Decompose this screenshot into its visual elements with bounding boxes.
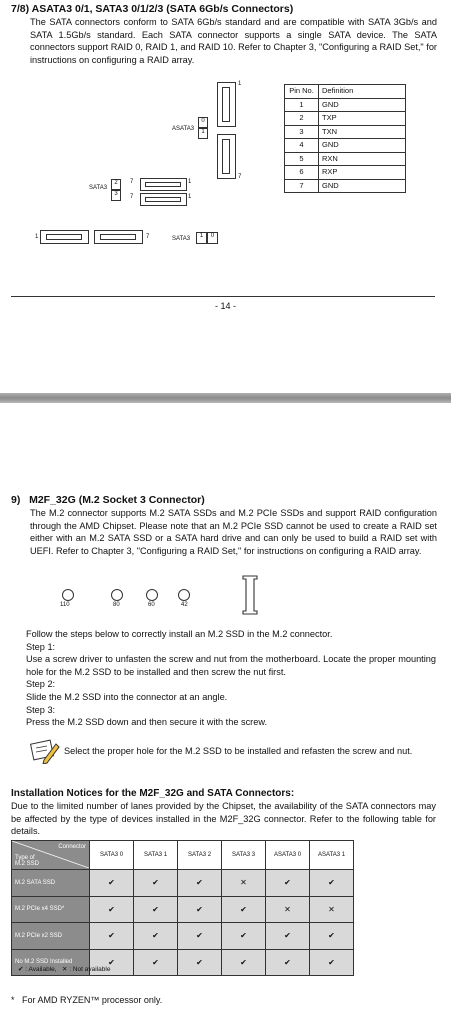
availability-cell: ✕: [266, 896, 310, 923]
table-row: [12, 923, 354, 950]
mounting-hole-icon: [146, 589, 158, 601]
column-header: SATA3 0: [90, 841, 134, 870]
hole-label-42: 42: [181, 602, 188, 608]
section-78-body: The SATA connectors conform to SATA 6Gb/s standard and are compatible with SATA 3Gb/s and SATA 1.5Gb/s standard. Each SATA connector supports a single SATA device. The SATA connectors support RAID 0, RAID 1, and RAID 10. Refer to Chapter 3, "Configuring a RAID Set," for instructions on configuring a RAID array.: [30, 17, 437, 65]
step-3-body: Press the M.2 SSD down and then secure it with the screw.: [26, 717, 268, 728]
page-break-divider: [0, 393, 451, 403]
footnote: * For AMD RYZEN™ processor only.: [11, 995, 163, 1005]
availability-cell: ✔: [310, 949, 354, 976]
asata3-1-port: [217, 134, 236, 179]
corner-header-cell: [12, 841, 90, 870]
sata3-pin-2: 2: [111, 179, 121, 190]
availability-cell: ✔: [222, 949, 266, 976]
availability-cell: ✕: [310, 896, 354, 923]
step-3-title: Step 3:: [26, 704, 56, 715]
asata3-pin-0: 0: [198, 117, 208, 128]
step-2-title: Step 2:: [26, 679, 56, 690]
note-text: Select the proper hole for the M.2 SSD to be installed and refasten the screw and nut.: [64, 746, 413, 756]
asata3-pin7-marker: 7: [238, 174, 242, 180]
availability-cell: ✔: [90, 870, 134, 897]
table-row: [12, 870, 354, 897]
row-header: No M.2 SSD Installed: [12, 949, 90, 976]
sata3-3-pin1: 1: [188, 194, 192, 200]
sata3-0-pin7: 7: [146, 234, 150, 240]
pin-definition: RXP: [319, 166, 406, 180]
availability-cell: ✔: [310, 870, 354, 897]
table-legend: ✔ : Available, ✕ : Not available: [18, 966, 111, 973]
step-2-body: Slide the M.2 SSD into the connector at an angle.: [26, 691, 228, 702]
notices-body: Due to the limited number of lanes provided by the Chipset, the availability of the SATA connectors may be affected by the type of devices installed in the M2F_32G connector. Refer to the following table for details.: [11, 801, 436, 837]
section-78-title: 7/8) ASATA3 0/1, SATA3 0/1/2/3 (SATA 6Gb/s Connectors): [11, 3, 294, 15]
hole-label-60: 60: [148, 602, 155, 608]
availability-cell: ✔: [266, 923, 310, 950]
hole-label-110: 110: [60, 602, 70, 608]
column-header: SATA3 3: [222, 841, 266, 870]
row-header: M.2 PCIe x2 SSD: [12, 923, 90, 950]
sata3-2-pin1: 1: [188, 179, 192, 185]
availability-cell: ✔: [178, 870, 222, 897]
availability-cell: ✔: [310, 923, 354, 950]
availability-cell: ✔: [90, 923, 134, 950]
section-9-title: 9) M2F_32G (M.2 Socket 3 Connector): [11, 494, 205, 506]
table-row: [285, 125, 406, 139]
availability-cell: ✔: [222, 923, 266, 950]
m2-sata-compat-table: [11, 840, 354, 976]
sata3-3-pin7: 7: [130, 194, 134, 200]
mounting-hole-icon: [111, 589, 123, 601]
pin-definition: RXN: [319, 152, 406, 166]
availability-cell: ✔: [178, 949, 222, 976]
row-header: M.2 SATA SSD: [12, 870, 90, 897]
sata3-1-port: [40, 230, 89, 244]
notices-title: Installation Notices for the M2F_32G and SATA Connectors:: [11, 788, 295, 799]
availability-cell: ✔: [134, 923, 178, 950]
sata3-2-port: [140, 178, 187, 191]
pin-number: 5: [285, 152, 319, 166]
table-row: [285, 166, 406, 180]
pin-no-header: Pin No.: [285, 85, 319, 99]
sata3-pin-0: 0: [207, 232, 218, 244]
sata3-3-port: [140, 193, 187, 206]
pin-definition: GND: [319, 179, 406, 193]
asata3-pin1-marker: 1: [238, 81, 242, 87]
availability-cell: ✔: [266, 870, 310, 897]
asata3-label: ASATA3: [172, 126, 195, 132]
availability-cell: ✔: [90, 949, 134, 976]
availability-cell: ✔: [222, 896, 266, 923]
corner-connector-label: Connector: [58, 844, 86, 850]
note-pencil-icon: [30, 738, 60, 764]
sata-connector-diagram: [0, 75, 280, 250]
sata-pin-table: [284, 84, 406, 193]
step-1-title: Step 1:: [26, 641, 56, 652]
column-header: SATA3 2: [178, 841, 222, 870]
column-header: ASATA3 1: [310, 841, 354, 870]
availability-cell: ✕: [222, 870, 266, 897]
table-row: [12, 896, 354, 923]
table-row: [285, 152, 406, 166]
availability-cell: ✔: [134, 896, 178, 923]
availability-cell: ✔: [134, 870, 178, 897]
asata3-pin-1: 1: [198, 128, 208, 139]
compat-header-row: [12, 841, 354, 870]
sata3-pin-3: 3: [111, 190, 121, 201]
m2-connector-diagram: [0, 575, 451, 620]
definition-header: Definition: [319, 85, 406, 99]
pin-table-header: [285, 85, 406, 99]
pin-number: 6: [285, 166, 319, 180]
availability-cell: ✔: [134, 949, 178, 976]
section-9-body: The M.2 connector supports M.2 SATA SSDs and M.2 PCIe SSDs and support RAID configuration through the AMD Chipset. Please note that an M.2 PCIe SSD cannot be used to create a RAID set either with an M.2 SATA SSD or a SATA hard drive and can only be used to build a RAID set with UEFI. Refer to Chapter 3, "Configuring a RAID Set," for instructions on configuring a RAID array.: [30, 508, 437, 556]
mounting-hole-icon: [178, 589, 190, 601]
table-row: [285, 112, 406, 126]
steps-intro: Follow the steps below to correctly install an M.2 SSD in the M.2 connector.: [26, 629, 333, 639]
footer-rule: [11, 296, 435, 297]
sata3-left-label: SATA3: [89, 185, 108, 191]
pin-number: 2: [285, 112, 319, 126]
hole-label-80: 80: [113, 602, 120, 608]
pin-definition: TXN: [319, 125, 406, 139]
availability-cell: ✔: [178, 896, 222, 923]
mounting-hole-icon: [62, 589, 74, 601]
sata3-1-pin1: 1: [35, 234, 39, 240]
availability-cell: ✔: [266, 949, 310, 976]
row-header: M.2 PCIe x4 SSD*: [12, 896, 90, 923]
pin-number: 1: [285, 98, 319, 112]
column-header: ASATA3 0: [266, 841, 310, 870]
availability-cell: ✔: [178, 923, 222, 950]
sata3-0-port: [94, 230, 143, 244]
table-row: [285, 98, 406, 112]
m2-socket-icon: [241, 575, 261, 615]
table-row: [285, 139, 406, 153]
sata3-bottom-label: SATA3: [172, 236, 191, 242]
pin-definition: TXP: [319, 112, 406, 126]
sata3-pin-1: 1: [196, 232, 207, 244]
step-1-body: Use a screw driver to unfasten the screw and nut from the motherboard. Locate the proper mounting hole for the M.2 SSD to be installed and then screw the nut first.: [26, 654, 436, 677]
sata3-2-pin7: 7: [130, 179, 134, 185]
corner-type-label: Type of M.2 SSD: [15, 855, 40, 867]
pin-number: 3: [285, 125, 319, 139]
steps-block: [26, 628, 436, 729]
pin-number: 4: [285, 139, 319, 153]
pin-definition: GND: [319, 139, 406, 153]
pin-number: 7: [285, 179, 319, 193]
column-header: SATA3 1: [134, 841, 178, 870]
availability-cell: ✔: [90, 896, 134, 923]
asata3-0-port: [217, 82, 236, 127]
pin-definition: GND: [319, 98, 406, 112]
table-row: [285, 179, 406, 193]
page-number: - 14 -: [214, 301, 236, 311]
